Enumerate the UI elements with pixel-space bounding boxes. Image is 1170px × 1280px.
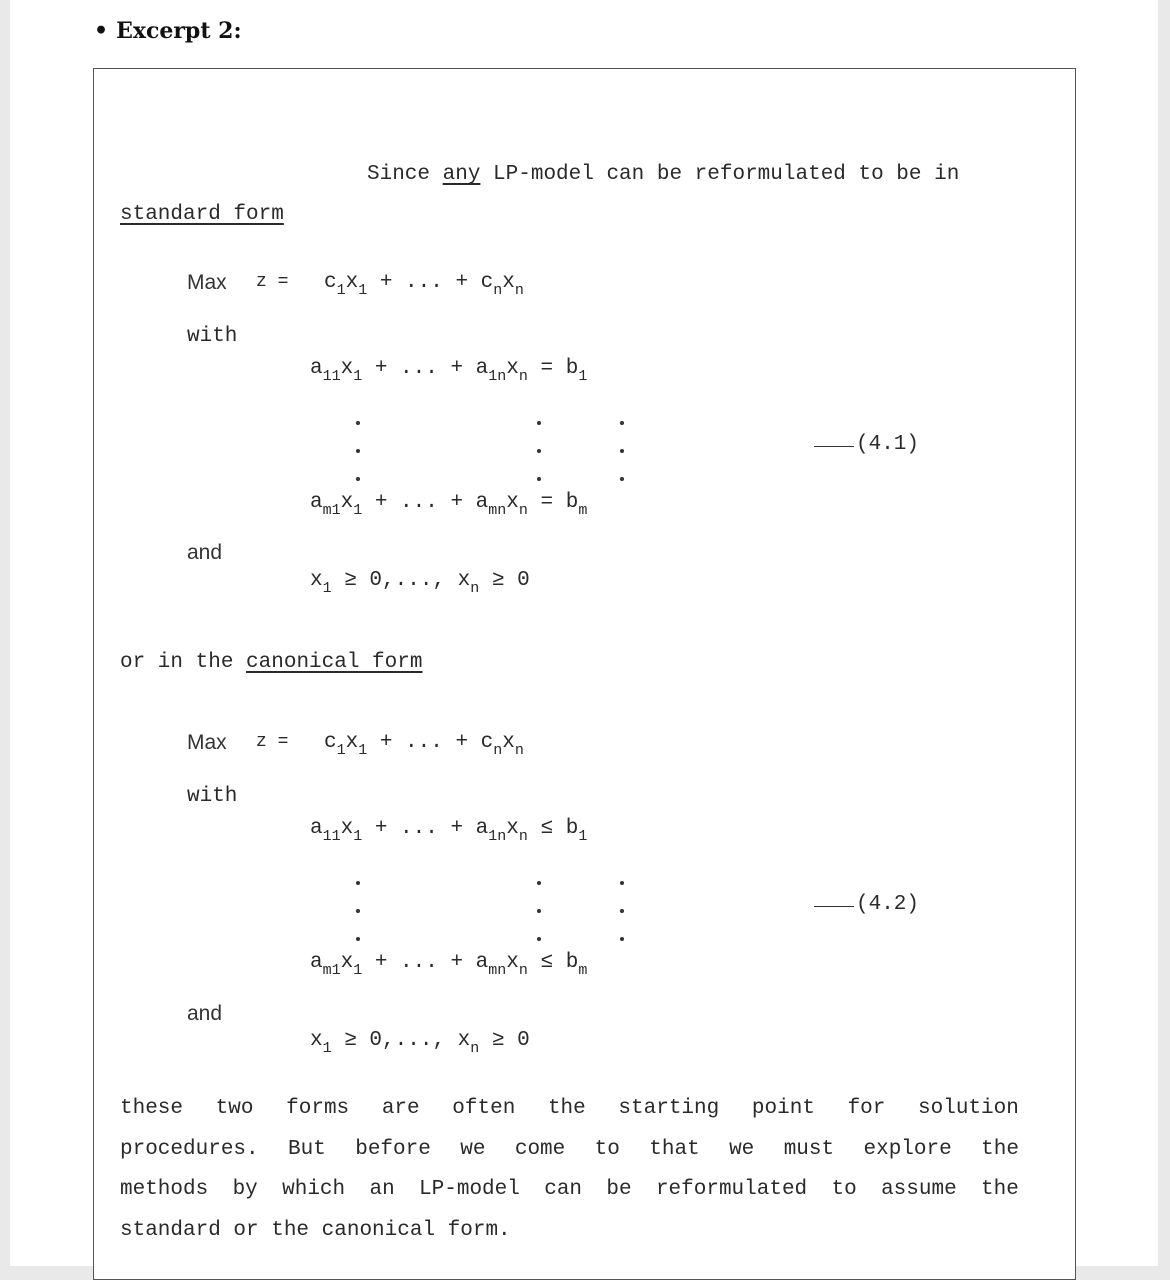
eq2-vdot	[356, 909, 360, 913]
closing-line-4: standard or the canonical form.	[120, 1218, 511, 1242]
closing-word: explore	[863, 1137, 952, 1161]
closing-word: assume	[881, 1178, 957, 1201]
closing-word: reformulated	[655, 1178, 808, 1201]
eq1-vdot	[620, 421, 624, 425]
closing-word: the	[547, 1097, 586, 1120]
eq2-vdot	[356, 881, 360, 885]
eq2-max-label: Max	[187, 731, 227, 754]
closing-word: can	[544, 1178, 583, 1201]
closing-word: point	[751, 1097, 815, 1120]
heading-text: Excerpt 2:	[116, 18, 242, 44]
eq1-vdot	[356, 449, 360, 453]
closing-word: to	[831, 1178, 857, 1201]
closing-word: must	[783, 1137, 835, 1161]
intro-text-b: LP-model can be reformulated to be in	[480, 163, 960, 186]
eq2-vdot	[537, 881, 541, 885]
eq2-objective: $c_1x_1$ + ... + $c_nx_n$	[324, 731, 524, 759]
eq2-and-label: and	[187, 1002, 223, 1025]
intro-any: any	[442, 163, 481, 186]
closing-word: two	[215, 1097, 254, 1120]
eq1-constraint-row-1: $a_{11}x_1$ + ... + $a_{1n}x_n = b_1$	[310, 357, 588, 385]
standard-form-term: standard form	[120, 203, 284, 226]
eq2-constraint-row-1: $a_{11}x_1$ + ... + $a_{1n}x_n \le b_1$	[310, 817, 588, 845]
eq1-z-label: z =	[256, 272, 289, 292]
closing-paragraph	[120, 1097, 1019, 1259]
closing-word: LP-model	[419, 1178, 520, 1201]
closing-word: before	[355, 1137, 431, 1161]
eq1-and-label: and	[187, 541, 223, 564]
closing-word: procedures.	[120, 1137, 259, 1161]
eq1-vdot	[356, 477, 360, 481]
excerpt-heading	[94, 18, 242, 44]
eq1-number: (4.1)	[814, 433, 919, 456]
closing-word: which	[282, 1178, 346, 1201]
closing-word: the	[981, 1137, 1019, 1161]
closing-line-3	[120, 1178, 1019, 1219]
closing-word: often	[452, 1097, 516, 1120]
eq2-vdot	[620, 937, 624, 941]
eq2-vdot	[620, 881, 624, 885]
excerpt-box	[93, 68, 1076, 1280]
closing-word: an	[369, 1178, 395, 1201]
canonical-intro: or in the canonical form	[120, 651, 423, 674]
eq2-constraint-row-m: $a_{m1}x_1$ + ... + $a_{mn}x_n \le b_m$	[310, 951, 588, 979]
eq2-z-label: z =	[256, 732, 289, 752]
canonical-form-term: canonical form	[246, 651, 423, 674]
closing-word: for	[847, 1097, 886, 1120]
closing-word: be	[606, 1178, 632, 1201]
closing-line-1	[120, 1097, 1019, 1138]
eq1-vdot	[356, 421, 360, 425]
closing-word: come	[514, 1137, 566, 1161]
intro-line	[367, 163, 959, 186]
closing-word: we	[729, 1137, 755, 1161]
eq2-vdot	[537, 937, 541, 941]
closing-word: we	[460, 1137, 486, 1161]
eq1-vdot	[537, 477, 541, 481]
eq2-number-leader	[814, 906, 854, 907]
eq1-objective: $c_1x_1$ + ... + $c_nx_n$	[324, 271, 524, 299]
eq1-vdot	[620, 449, 624, 453]
eq1-max-label: Max	[187, 271, 227, 294]
document-page	[10, 0, 1158, 1266]
eq2-vdot	[356, 937, 360, 941]
eq1-nonnegativity: $x_1 \ge 0$,..., $x_n \ge 0$	[310, 569, 530, 597]
closing-word: forms	[286, 1097, 350, 1120]
eq2-with-label: with	[187, 785, 238, 808]
closing-word: that	[649, 1137, 700, 1161]
intro-text-a: Since	[367, 163, 443, 186]
closing-word: But	[288, 1137, 326, 1161]
eq2-vdot	[537, 909, 541, 913]
closing-word: methods	[120, 1178, 209, 1201]
closing-word: by	[232, 1178, 258, 1201]
closing-word: these	[120, 1097, 184, 1120]
eq2-number: (4.2)	[814, 893, 919, 916]
eq1-vdot	[620, 477, 624, 481]
eq2-nonnegativity: $x_1 \ge 0$,..., $x_n \ge 0$	[310, 1029, 530, 1057]
eq1-vdot	[537, 449, 541, 453]
eq1-with-label: with	[187, 325, 238, 348]
eq1-vdot	[537, 421, 541, 425]
closing-line-2	[120, 1138, 1019, 1179]
closing-word: starting	[618, 1097, 720, 1120]
eq1-constraint-row-m: $a_{m1}x_1$ + ... + $a_{mn}x_n = b_m$	[310, 491, 588, 519]
bullet-icon: •	[94, 18, 109, 44]
eq1-number-leader	[814, 446, 854, 447]
closing-word: solution	[918, 1097, 1019, 1120]
closing-word: to	[594, 1137, 620, 1161]
closing-word: the	[981, 1178, 1019, 1201]
eq2-vdot	[620, 909, 624, 913]
closing-word: are	[381, 1097, 420, 1120]
